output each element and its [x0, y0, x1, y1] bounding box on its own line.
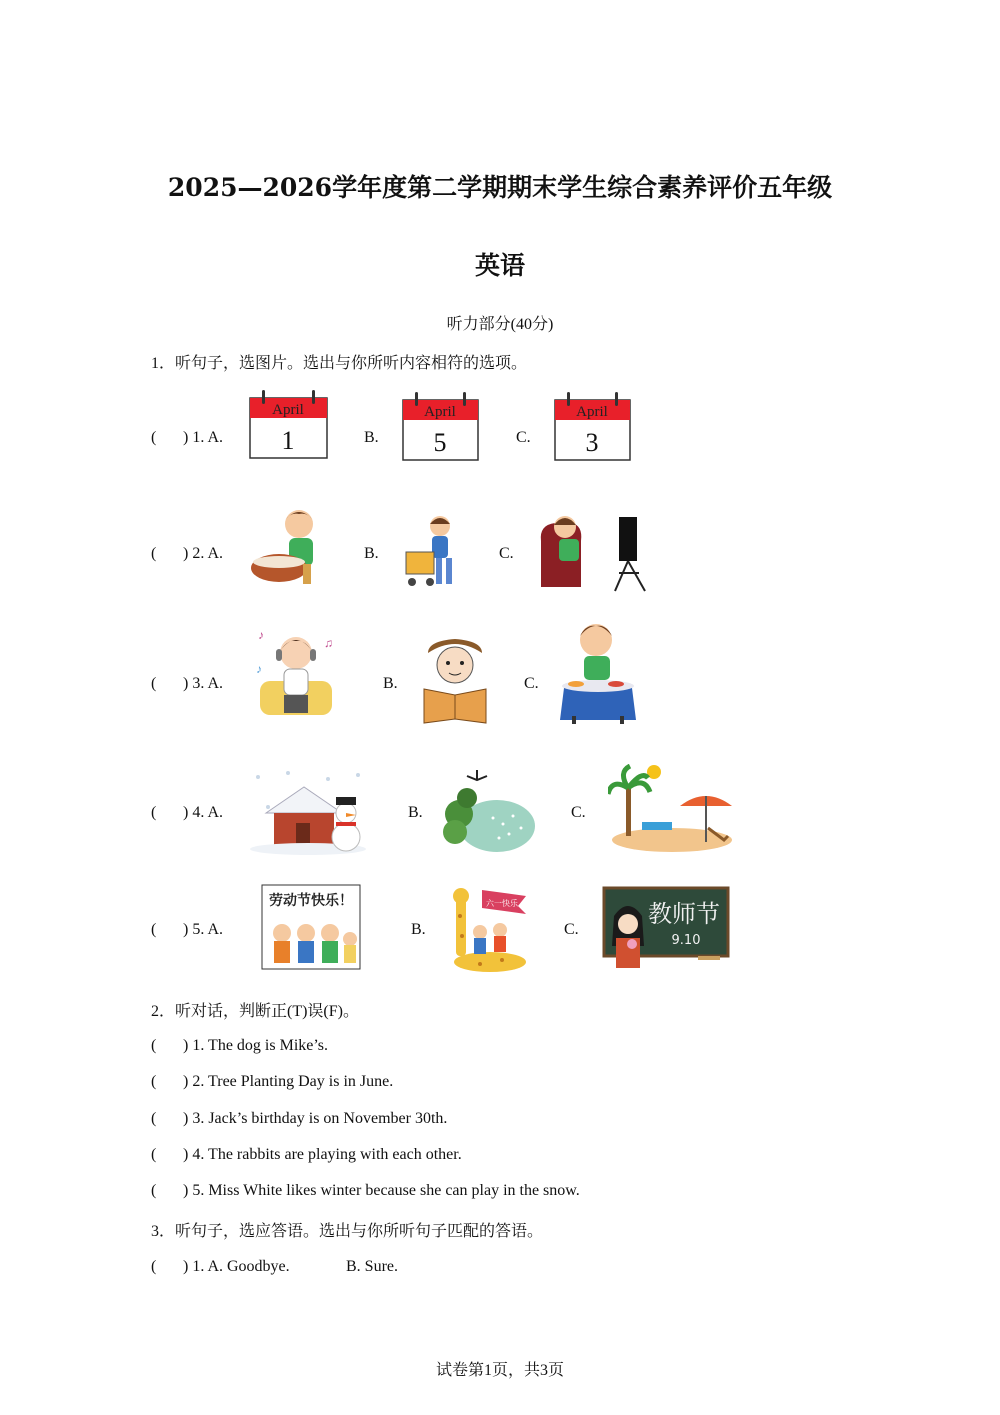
- option-b-label: B.: [364, 429, 379, 446]
- part2-heading: 2．听对话，判断正(T)误(F)。: [151, 1003, 359, 1020]
- part1-item-5: ( ) 5. A.: [151, 921, 223, 938]
- answer-paren[interactable]: (: [151, 675, 157, 692]
- option-c-label: C.: [564, 921, 579, 938]
- part3-heading: 3．听句子，选应答语。选出与你所听句子匹配的答语。: [151, 1223, 544, 1240]
- teachers-day-blackboard-icon: [602, 886, 730, 976]
- subject-title: 英语: [474, 251, 525, 280]
- svg-text:♫: ♫: [324, 636, 333, 650]
- option-b-label: B.: [364, 545, 379, 562]
- boy-shopping-cart-icon: [402, 512, 462, 592]
- calendar-month: April: [576, 404, 608, 420]
- summer-beach-icon: [608, 764, 736, 856]
- option-b-label: B.: [411, 921, 426, 938]
- option-c-label: C.: [516, 429, 531, 446]
- winter-snow-house-icon: [248, 767, 374, 855]
- svg-text:♪: ♪: [258, 628, 264, 642]
- part1-item-1: ( ) 1. A.: [151, 429, 223, 446]
- calendar-month: April: [424, 404, 456, 420]
- calendar-day: 1: [281, 426, 295, 455]
- answer-paren[interactable]: (: [151, 1182, 157, 1199]
- answer-paren[interactable]: (: [151, 1037, 157, 1054]
- answer-paren[interactable]: (: [151, 1258, 157, 1275]
- section-label: 听力部分(40分): [446, 316, 554, 333]
- part2-item-3: ( ) 3. Jack’s birthday is on November 30th.: [151, 1110, 448, 1127]
- answer-paren[interactable]: (: [151, 921, 157, 938]
- svg-text:♪: ♪: [256, 662, 262, 676]
- boy-washing-clothes-icon: [249, 502, 331, 590]
- labour-day-workers-icon: [254, 883, 366, 971]
- spring-rain-pond-icon: [443, 768, 537, 856]
- answer-paren[interactable]: (: [151, 1110, 157, 1127]
- part2-item-5: ( ) 5. Miss White likes winter because she can play in the snow.: [151, 1182, 580, 1199]
- page-title: 2025—2026学年度第二学期期末学生综合素养评价五年级: [167, 173, 833, 202]
- answer-paren[interactable]: (: [151, 545, 157, 562]
- sign-text: 劳动节快乐！: [269, 893, 353, 909]
- part3-item-1: ( ) 1. A. Goodbye.: [151, 1258, 290, 1275]
- board-date: 9.10: [671, 933, 701, 948]
- part1-item-3: ( ) 3. A.: [151, 675, 223, 692]
- part1-heading: 1．听句子，选图片。选出与你所听内容相符的选项。: [151, 355, 528, 372]
- part3-option-b: B. Sure.: [346, 1258, 398, 1275]
- option-b-label: B.: [383, 675, 398, 692]
- answer-paren[interactable]: (: [151, 429, 157, 446]
- part2-item-4: ( ) 4. The rabbits are playing with each other.: [151, 1146, 462, 1163]
- part2-item-1: ( ) 1. The dog is Mike’s.: [151, 1037, 329, 1054]
- option-c-label: C.: [499, 545, 514, 562]
- part1-item-2: ( ) 2. A.: [151, 545, 223, 562]
- calendar-april-5-icon: [402, 390, 480, 462]
- answer-paren[interactable]: (: [151, 1146, 157, 1163]
- option-c-label: C.: [571, 804, 586, 821]
- option-b-label: B.: [408, 804, 423, 821]
- option-c-label: C.: [524, 675, 539, 692]
- calendar-month: April: [272, 402, 304, 418]
- calendar-april-3-icon: [554, 390, 632, 462]
- childrens-day-giraffe-icon: [446, 886, 530, 976]
- boy-watching-tv-icon: [535, 507, 651, 593]
- answer-paren[interactable]: (: [151, 1073, 157, 1090]
- boy-eating-dinner-icon: [560, 616, 638, 726]
- boy-reading-book-icon: [420, 633, 490, 725]
- girl-listening-music-icon: [254, 625, 338, 723]
- banner-text: 六一快乐: [486, 899, 518, 908]
- part2-item-2: ( ) 2. Tree Planting Day is in June.: [151, 1073, 394, 1090]
- board-text: 教师节: [648, 900, 720, 928]
- calendar-april-1-icon: [249, 388, 329, 460]
- part1-item-4: ( ) 4. A.: [151, 804, 223, 821]
- calendar-day: 5: [433, 428, 447, 457]
- page-footer: 试卷第1页，共3页: [435, 1362, 564, 1379]
- calendar-day: 3: [585, 428, 599, 457]
- answer-paren[interactable]: (: [151, 804, 157, 821]
